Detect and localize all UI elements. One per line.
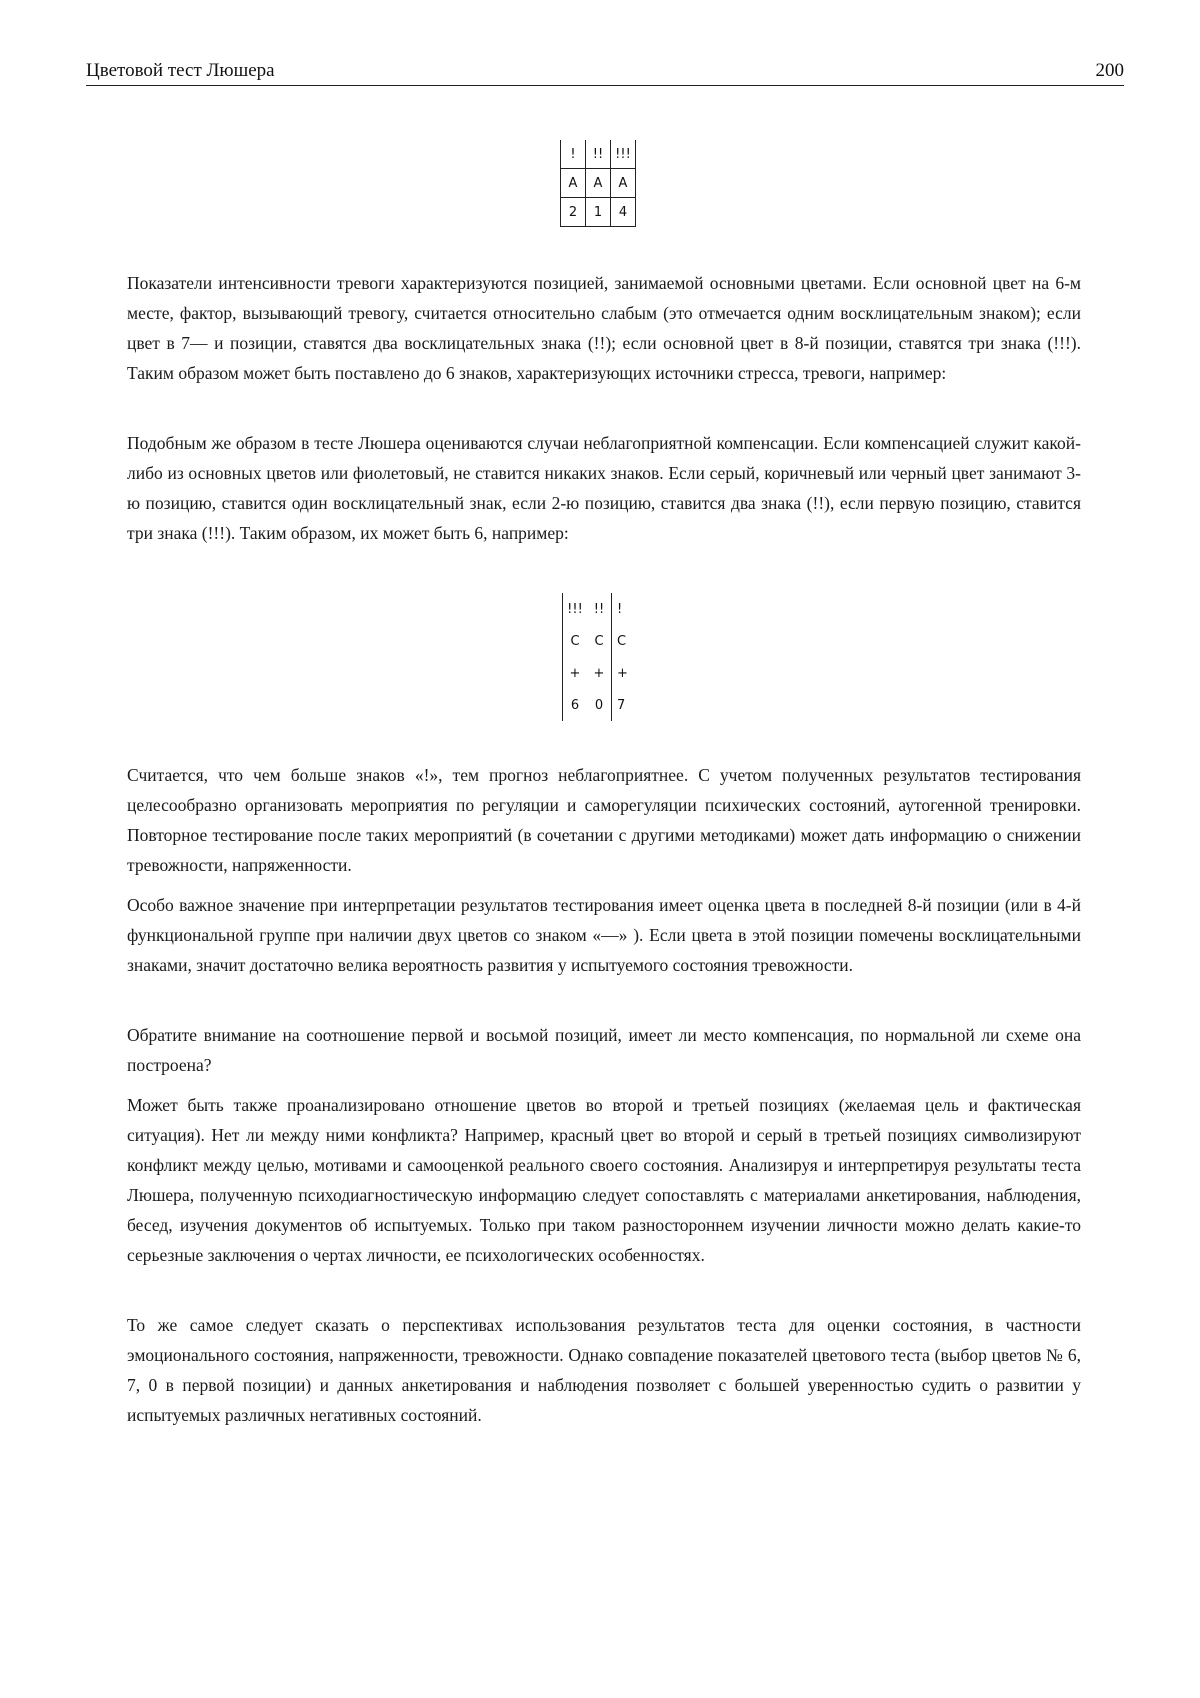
table-cell: !! [593,601,605,617]
table-cell: 6 [570,697,580,713]
paragraph: Может быть также проанализировано отношение цветов во второй и третьей позициях (желаемая цель и фактическая ситуация). Нет ли между ними конфликта? Например, красный цвет во второй и серый в третьей позициях символизируют конфликт между целью, мотивами и самооценкой реального своего состояния. Анализируя и интерпретируя результаты теста Люшера, полученную психодиагностическую информацию следует сопоставлять с материалами анкетирования, наблюдения, бесед, изучения документов об испытуемых. Только при таком разностороннем изучении личности можно делать какие-то серьезные заключения о чертах личности, ее психологических особенностях. [127,1095,1081,1265]
table-cell: + [612,657,634,689]
compensation-table [562,593,633,721]
table-cell: C [570,633,580,649]
table-row [563,657,634,689]
table-cell: !!! [611,140,636,169]
table-row [561,198,636,227]
paragraph: То же самое следует сказать о перспективах использования результатов теста для оценки состояния, в частности эмоционального состояния, напряженности, тревожности. Однако совпадение показателей цветового теста (выбор цветов № 6, 7, 0 в первой позиции) и данных анкетирования и наблюдения позволяет с большей уверенностью судить о развитии у испытуемых различных негативных состояний. [127,1315,1081,1425]
table-cell: 7 [612,689,634,721]
table-cell: 1 [586,198,611,227]
table-row [563,689,634,721]
paragraph: Особо важное значение при интерпретации результатов тестирования имеет оценка цвета в последней 8-й позиции (или в 4-й функциональной группе при наличии двух цветов со знаком «—» ). Если цвета в этой позиции помечены восклицательными знаками, значит достаточно велика вероятность развития у испытуемого состояния тревожности. [127,895,1081,975]
table-cell: C [594,633,604,649]
paragraph: Показатели интенсивности тревоги характеризуются позицией, занимаемой основными цветами. Если основной цвет на 6-м месте, фактор, вызывающий тревогу, считается относительно слабым (это отмечается одним восклицательным знаком); если цвет в 7— и позиции, ставятся два восклицательных знака (!!); если основной цвет в 8-й позиции, ставятся три знака (!!!). Таким образом может быть поставлено до 6 знаков, характеризующих источники стресса, тревоги, например: [127,273,1081,383]
paragraph: Подобным же образом в тесте Люшера оцениваются случаи неблагоприятной компенсации. Если компенсацией служит какой-либо из основных цветов или фиолетовый, не ставится никаких знаков. Если серый, коричневый или черный цвет занимают 3-ю позицию, ставится один восклицательный знак, если 2-ю позицию, ставится два знака (!!), если первую позицию, ставится три знака (!!!). Таким образом, их может быть 6, например: [127,433,1081,543]
table-cell: A [611,169,636,198]
table-cell: 2 [561,198,586,227]
table-row [563,625,634,657]
table-cell: A [586,169,611,198]
page-header [86,60,1124,86]
table-cell: + [593,665,605,681]
page-number: 200 [1095,60,1124,81]
table-cell: !!! [567,601,583,617]
table-cell: !! [586,140,611,169]
table-cell: + [569,665,581,681]
paragraph: Считается, что чем больше знаков «!», тем прогноз неблагоприятнее. С учетом полученных результатов тестирования целесообразно организовать мероприятия по регуляции и саморегуляции психических состояний, аутогенной тренировки. Повторное тестирование после таких мероприятий (в сочетании с другими методиками) может дать информацию о снижении тревожности, напряженности. [127,765,1081,875]
table-cell: 0 [594,697,604,713]
table-cell: ! [561,140,586,169]
table-row [561,169,636,198]
table-row [561,140,636,169]
running-title: Цветовой тест Люшера [86,60,275,81]
table-cell: A [561,169,586,198]
table-cell: C [612,625,634,657]
table-row [563,593,634,625]
table-cell: ! [612,593,634,625]
table-cell: 4 [611,198,636,227]
paragraph: Обратите внимание на соотношение первой и восьмой позиций, имеет ли место компенсация, по нормальной ли схеме она построена? [127,1025,1081,1075]
anxiety-intensity-table [560,140,636,227]
